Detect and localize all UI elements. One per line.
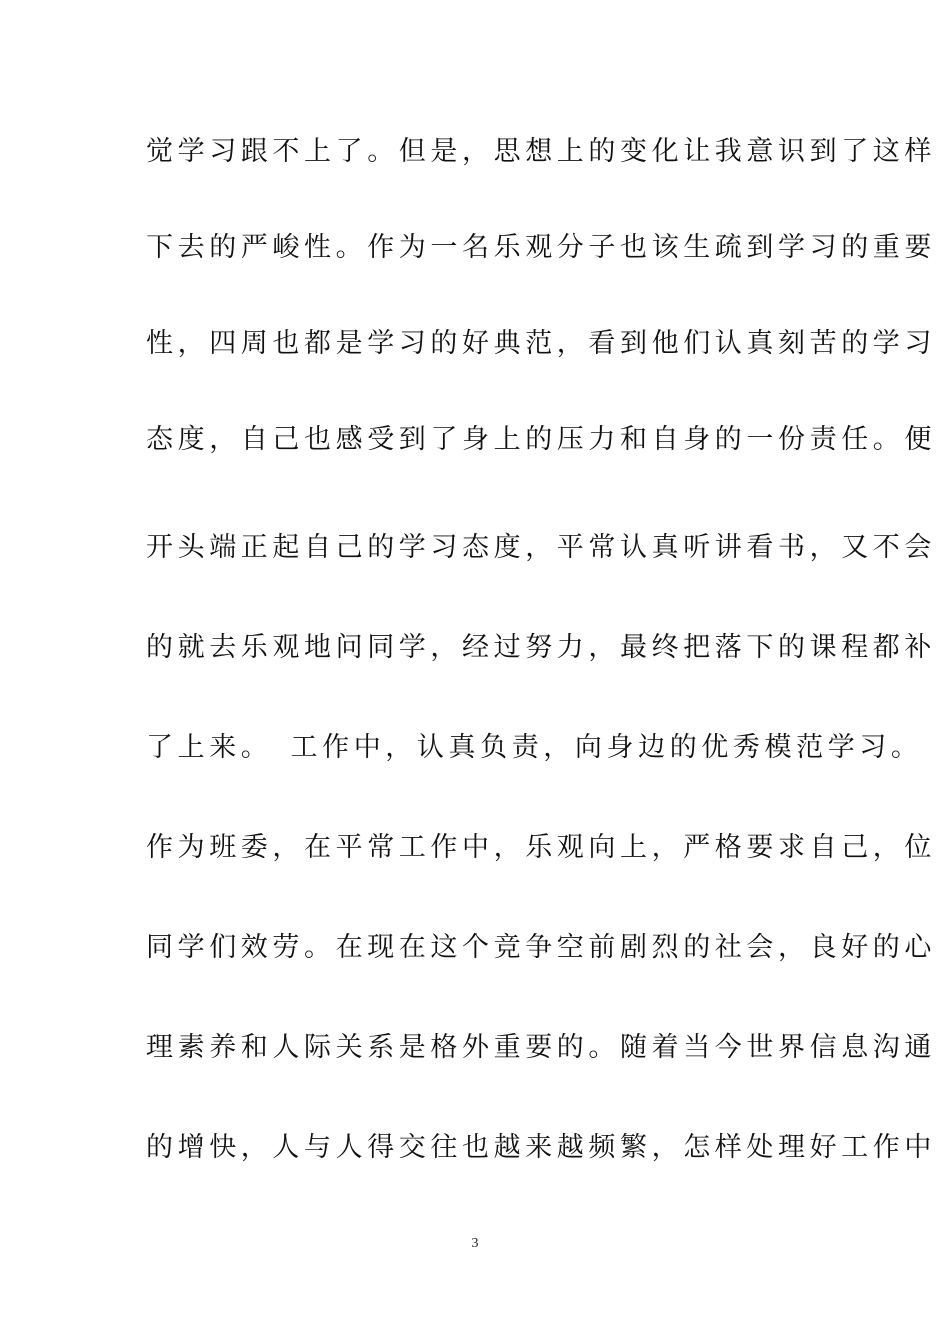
body-text-line: 的增快，人与人得交往也越来越频繁，怎样处理好工作中: [146, 1132, 936, 1163]
body-text-line: 同学们效劳。在现在这个竞争空前剧烈的社会，良好的心: [146, 932, 936, 963]
body-text-line: 开头端正起自己的学习态度，平常认真听讲看书，又不会: [146, 532, 936, 563]
body-text-line: 态度，自己也感受到了身上的压力和自身的一份责任。便: [146, 424, 936, 455]
body-text-line: 了上来。 工作中，认真负责，向身边的优秀模范学习。: [146, 732, 923, 763]
body-text-line: 的就去乐观地问同学，经过努力，最终把落下的课程都补: [146, 632, 936, 663]
body-text-line: 作为班委，在平常工作中，乐观向上，严格要求自己，位: [146, 832, 936, 863]
body-text-line: 下去的严峻性。作为一名乐观分子也该生疏到学习的重要: [146, 232, 936, 263]
body-text-line: 理素养和人际关系是格外重要的。随着当今世界信息沟通: [146, 1032, 936, 1063]
body-text-line: 性，四周也都是学习的好典范，看到他们认真刻苦的学习: [146, 328, 936, 359]
body-text-line: 觉学习跟不上了。但是，思想上的变化让我意识到了这样: [146, 136, 936, 167]
page-number: 3: [471, 1236, 479, 1251]
